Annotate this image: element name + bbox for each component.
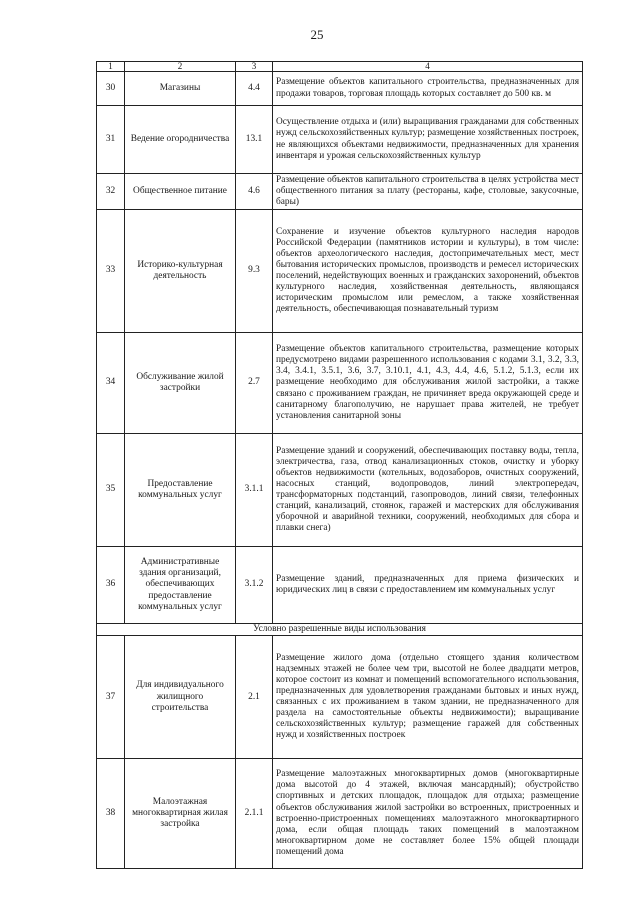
use-type-description: Осуществление отдыха и (или) выращивания гражданами для собственных нужд сельскохозяйственных культур; размещение хозяйственных построек, не являющихся объектами недвижимости, предназначенных для хранения инвентаря и урожая сельскохозяйственных культур xyxy=(273,106,583,174)
use-type-code: 2.1 xyxy=(236,636,273,759)
row-number: 36 xyxy=(97,547,125,624)
header-col-4: 4 xyxy=(273,62,583,72)
row-number: 33 xyxy=(97,210,125,333)
use-type-name: Ведение огородничества xyxy=(125,106,236,174)
table-row xyxy=(97,210,583,333)
table-row xyxy=(97,106,583,174)
header-col-2: 2 xyxy=(125,62,236,72)
use-type-description: Размещение жилого дома (отдельно стоящего здания количеством надземных этажей не более чем три, высотой не более двадцати метров, которое состоит из комнат и помещений вспомогательного использования, предназначенных для удовлетворения гражданами бытовых и иных нужд, связанных с их проживанием в таком здании, не предназначенного для раздела на самостоятельные объекты недвижимости); выращивание сельскохозяйственных культур; размещение гаражей для собственных нужд и хозяйственных построек xyxy=(273,636,583,759)
row-number: 38 xyxy=(97,759,125,869)
use-type-name: Историко-культурная деятельность xyxy=(125,210,236,333)
row-number: 35 xyxy=(97,434,125,547)
table-row xyxy=(97,636,583,759)
use-type-description: Размещение зданий и сооружений, обеспечивающих поставку воды, тепла, электричества, газа, отвод канализационных стоков, очистку и уборку объектов недвижимости (котельных, водозаборов, очистных сооружений, насосных станций, водопроводов, линий электропередач, трансформаторных подстанций, газопроводов, линий связи, телефонных станций, канализаций, стоянок, гаражей и мастерских для обслуживания уборочной и аварийной техники, сооружений, необходимых для сбора и плавки снега) xyxy=(273,434,583,547)
use-type-description: Размещение объектов капитального строительства в целях устройства мест общественного питания за плату (рестораны, кафе, столовые, закусочные, бары) xyxy=(273,174,583,210)
use-type-code: 13.1 xyxy=(236,106,273,174)
use-type-code: 9.3 xyxy=(236,210,273,333)
header-col-3: 3 xyxy=(236,62,273,72)
use-type-description: Размещение малоэтажных многоквартирных домов (многоквартирные дома высотой до 4 этажей, включая мансардный); обустройство спортивных и детских площадок, площадок для отдыха; размещение объектов обслуживания жилой застройки во встроенных, пристроенных и встроенно-пристроенных помещениях малоэтажного многоквартирного дома, если общая площадь таких помещений в малоэтажном многоквартирном доме не составляет более 15% общей площади помещений дома xyxy=(273,759,583,869)
use-type-name: Магазины xyxy=(125,72,236,106)
table-row xyxy=(97,174,583,210)
use-type-description: Размещение объектов капитального строительства, размещение которых предусмотрено видами разрешенного использования с кодами 3.1, 3.2, 3.3, 3.4, 3.4.1, 3.5.1, 3.6, 3.7, 3.10.1, 4.1, 4.3, 4.4, 4.6, 5.1.2, 5.1.3, если их размещение необходимо для обслуживания жилой застройки, а также связано с проживанием граждан, не причиняет вреда окружающей среде и санитарному благополучию, не нарушает права жителей, не требует установления санитарной зоны xyxy=(273,333,583,434)
table-row xyxy=(97,333,583,434)
section-row xyxy=(97,624,583,636)
use-type-description: Размещение объектов капитального строительства, предназначенных для продажи товаров, торговая площадь которых составляет до 500 кв. м xyxy=(273,72,583,106)
use-type-name: Общественное питание xyxy=(125,174,236,210)
section-title: Условно разрешенные виды использования xyxy=(97,624,583,636)
use-type-code: 3.1.1 xyxy=(236,434,273,547)
table-row xyxy=(97,434,583,547)
header-col-1: 1 xyxy=(97,62,125,72)
use-type-code: 3.1.2 xyxy=(236,547,273,624)
row-number: 34 xyxy=(97,333,125,434)
use-type-name: Предоставление коммунальных услуг xyxy=(125,434,236,547)
row-number: 37 xyxy=(97,636,125,759)
row-number: 32 xyxy=(97,174,125,210)
use-type-code: 4.6 xyxy=(236,174,273,210)
use-type-name: Для индивидуального жилищного строительства xyxy=(125,636,236,759)
use-type-name: Административные здания организаций, обеспечивающих предоставление коммунальных услуг xyxy=(125,547,236,624)
use-type-code: 4.4 xyxy=(236,72,273,106)
table-header-row xyxy=(97,62,583,72)
use-type-description: Размещение зданий, предназначенных для приема физических и юридических лиц в связи с предоставлением им коммунальных услуг xyxy=(273,547,583,624)
use-type-code: 2.1.1 xyxy=(236,759,273,869)
table-row xyxy=(97,72,583,106)
land-use-table xyxy=(96,61,583,869)
table-row xyxy=(97,759,583,869)
row-number: 30 xyxy=(97,72,125,106)
use-type-description: Сохранение и изучение объектов культурного наследия народов Российской Федерации (памятников истории и культуры), в том числе: объектов археологического наследия, достопримечательных мест, мест бытования исторических промыслов, производств и ремесел исторических поселений, недействующих военных и гражданских захоронений, объектов культурного наследия, хозяйственная деятельность, являющаяся историческим промыслом или ремеслом, а также хозяйственная деятельность, обеспечивающая познавательный туризм xyxy=(273,210,583,333)
use-type-name: Обслуживание жилой застройки xyxy=(125,333,236,434)
row-number: 31 xyxy=(97,106,125,174)
use-type-code: 2.7 xyxy=(236,333,273,434)
page-number: 25 xyxy=(310,27,324,42)
table-row xyxy=(97,547,583,624)
use-type-name: Малоэтажная многоквартирная жилая застройка xyxy=(125,759,236,869)
